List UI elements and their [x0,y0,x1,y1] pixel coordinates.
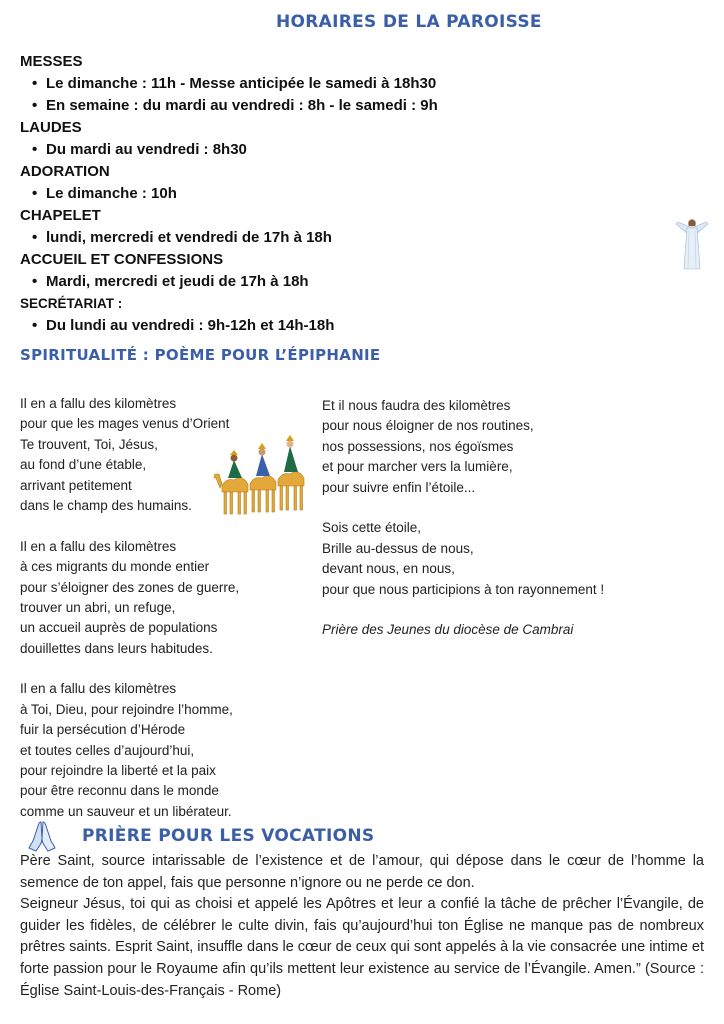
jesus-figure-icon [672,214,712,270]
prayer-paragraph: Père Saint, source intarissable de l’existence et de l’amour, qui dépose dans le cœur de l’homme la semence de ton appel, fais que personne n’ignore ou ne perde ce don. [20,853,704,891]
category-accueil: ACCUEIL ET CONFESSIONS [20,251,224,268]
category-messes: MESSES [20,53,83,70]
list-item: • Mardi, mercredi et jeudi de 17h à 18h [32,273,309,290]
poem-right-column [322,396,604,641]
spirituality-heading: SPIRITUALITÉ : POÈME POUR L’ÉPIPHANIE [20,346,381,364]
poem-stanza: Et il nous faudra des kilomètres pour nous éloigner de nos routines, nos possessions, nos égoïsmes et pour marcher vers la lumière, pour suivre enfin l’étoile... [322,398,534,495]
list-item: • Le dimanche : 11h - Messe anticipée le samedi à 18h30 [32,75,437,92]
list-item: • Du mardi au vendredi : 8h30 [32,141,247,158]
praying-hands-icon [28,820,56,852]
list-item: • Du lundi au vendredi : 9h-12h et 14h-18h [32,317,335,334]
schedule-heading: HORAIRES DE LA PAROISSE [276,12,542,32]
poem-stanza: Il en a fallu des kilomètres à ces migrants du monde entier pour s’éloigner des zones de guerre, trouver un abri, un refuge, un accueil auprès de populations douillettes dans leurs habitudes. [20,538,240,656]
poem-left-column [20,394,239,843]
list-item: • En semaine : du mardi au vendredi : 8h - le samedi : 9h [32,97,438,114]
category-adoration: ADORATION [20,163,110,180]
list-item: • Le dimanche : 10h [32,185,177,202]
prayer-paragraph: Seigneur Jésus, toi qui as choisi et appelé les Apôtres et leur a confié la tâche de prêcher l’Évangile, de guider les fidèles, de célébrer le culte divin, fais qu’aujourd’hui ton Église ne manque pas de nombreux prêtres saints. Esprit Saint, insuffle dans le cœur de ceux qui sont appelés à la vie consacrée une intime et forte passion pour le Royaume afin qu’ils mettent leur existence au service de l’Évangile. Amen.” (Source : Église Saint-Louis-des-Français - Rome) [20,896,705,999]
poem-stanza: Il en a fallu des kilomètres à Toi, Dieu, pour rejoindre l’homme, fuir la persécution d’Hérode et toutes celles d’aujourd’hui, pour rejoindre la liberté et la paix pour être reconnu dans le monde comme un sauveur et un libérateur. [20,681,233,819]
poem-credit: Prière des Jeunes du diocèse de Cambrai [322,622,574,638]
poem-stanza: Sois cette étoile, Brille au-dessus de nous, devant nous, en nous, pour que nous participions à ton rayonnement ! [322,520,605,597]
category-secretariat: SECRÉTARIAT : [20,296,123,311]
category-chapelet: CHAPELET [20,207,101,224]
category-laudes: LAUDES [20,119,82,136]
list-item: • lundi, mercredi et vendredi de 17h à 18h [32,229,332,246]
schedule-list [20,51,660,337]
vocations-heading: PRIÈRE POUR LES VOCATIONS [82,826,375,846]
vocations-prayer [20,851,704,1002]
poem-stanza: Il en a fallu des kilomètres pour que les mages venus d’Orient Te trouvent, Toi, Jésus, au fond d’une étable, arrivant petitement dans le champ des humains. [20,396,230,513]
magi-camels-image [212,434,312,520]
